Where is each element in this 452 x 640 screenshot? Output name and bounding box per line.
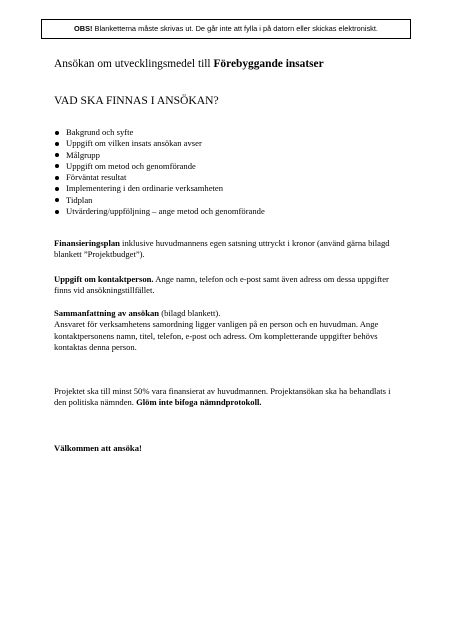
bullet-icon: [55, 176, 59, 180]
list-item: [54, 172, 265, 183]
list-item-label: Tidplan: [66, 194, 93, 205]
page-title: [54, 58, 324, 70]
content-list: [54, 127, 265, 217]
finansieringsplan-bold: Finansieringsplan: [54, 238, 120, 248]
list-item: [54, 183, 265, 194]
kontaktperson-text: Ange namn, telefon och e-post samt även adress om dessa uppgifter finns vid ansökningstillfället.: [54, 274, 389, 296]
list-item: [54, 138, 265, 149]
bullet-icon: [55, 198, 59, 202]
page-title-bold: Förebyggande insatser: [213, 58, 324, 70]
finansieringsplan-paragraph: [54, 238, 399, 261]
list-item-label: Målgrupp: [66, 149, 100, 160]
projekt-text: Projektet ska till minst 50% vara finansierat av huvudmannen. Projektansökan ska ha behandlats i den politiska nämnden.: [54, 386, 391, 408]
bullet-icon: [55, 210, 59, 214]
sammanfattning-bold: Sammanfattning av ansökan: [54, 308, 160, 318]
list-item-label: Implementering i den ordinarie verksamheten: [66, 183, 224, 194]
list-item-label: Utvärdering/uppföljning – ange metod och genomförande: [66, 206, 265, 217]
list-item: [54, 161, 265, 172]
section-heading: VAD SKA FINNAS I ANSÖKAN?: [54, 94, 219, 107]
notice-box: [41, 19, 411, 39]
welcome-bold: Välkommen att ansöka!: [54, 443, 142, 453]
list-item-label: Uppgift om metod och genomförande: [66, 160, 196, 171]
notice-bold: OBS!: [74, 24, 93, 33]
list-item-label: Bakgrund och syfte: [66, 127, 134, 137]
finansieringsplan-text: inklusive huvudmannens egen satsning uttryckt i kronor (använd gärna bilagd blankett ”Projektbudget”).: [54, 238, 390, 260]
list-item: [54, 206, 265, 217]
notice-text: Blanketterna måste skrivas ut. De går inte att fylla i på datorn eller skickas elektroniskt.: [92, 24, 378, 33]
projekt-bold: Glöm inte bifoga nämndprotokoll.: [136, 397, 262, 408]
sammanfattning-paragraph: [54, 308, 399, 353]
list-item: [54, 195, 265, 206]
bullet-icon: [55, 142, 59, 146]
list-item-label: Uppgift om vilken insats ansökan avser: [66, 138, 202, 149]
projekt-paragraph: [54, 386, 399, 409]
sammanfattning-text: (bilagd blankett).: [159, 308, 221, 318]
bullet-icon: [55, 131, 59, 135]
sammanfattning-body: Ansvaret för verksamhetens samordning ligger vanligen på en person och en huvudman. Ange kontaktpersonens namn, titel, telefon, e-post och adress. Om kompletterande uppgifter behövs kontaktas denna person.: [54, 319, 379, 352]
bullet-icon: [55, 187, 59, 191]
page-title-prefix: Ansökan om utvecklingsmedel till: [54, 58, 214, 70]
list-item-label: Förväntat resultat: [66, 172, 127, 183]
welcome-text: [54, 443, 399, 454]
bullet-icon: [55, 153, 59, 157]
list-item: [54, 150, 265, 161]
list-item: [54, 127, 265, 138]
kontaktperson-bold: Uppgift om kontaktperson.: [54, 274, 154, 284]
bullet-icon: [55, 164, 59, 168]
kontaktperson-paragraph: [54, 274, 399, 297]
